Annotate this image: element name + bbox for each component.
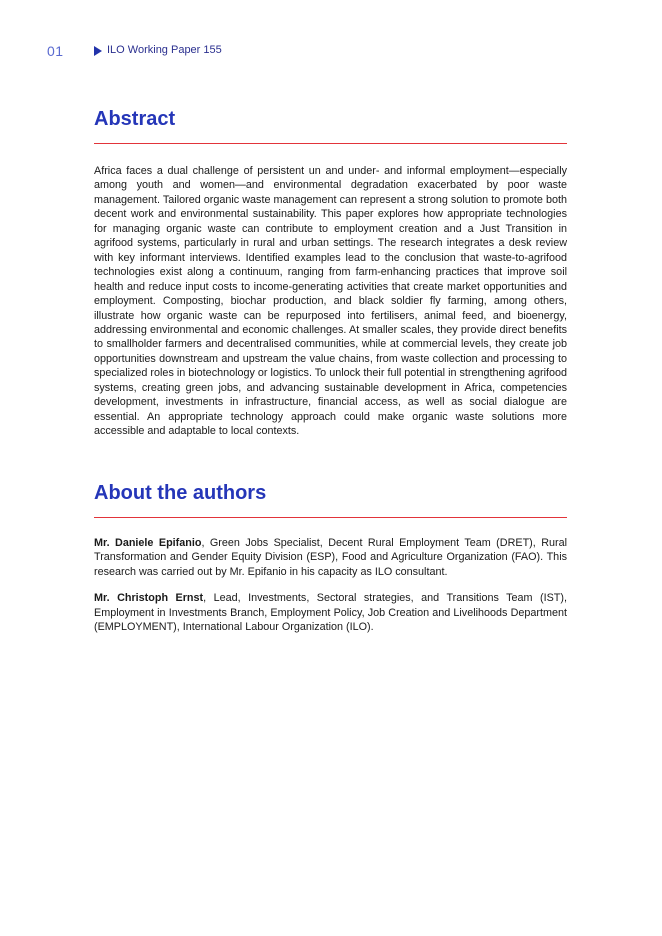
author-entry (94, 536, 567, 579)
section-divider (94, 517, 567, 518)
author-description: , Lead, Investments, Sectoral strategies, and Transitions Team (IST), Employment in Investments Branch, Employment Policy, Job Creation and Livelihoods Department (EMPLOYMENT), International Labour Organization (ILO). (94, 592, 567, 634)
author-name: Mr. Christoph Ernst (94, 592, 204, 605)
abstract-text: Africa faces a dual challenge of persistent un and under- and informal employment—especially among youth and women—and environmental degradation exacerbated by poor waste management. Tailored organic waste management can represent a strong solution to promote both decent work and environmental sustainability. This paper explores how appropriate technologies for managing organic waste can contribute to employment creation and a Just Transition in agrifood systems, particularly in rural and urban settings. The research integrates a desk review with key informant interviews. Identified examples lead to the conclusion that waste-to-agrifood technologies exist along a continuum, ranging from farm-enhancing practices that improve soil health and reduce input costs to income-generating activities that create market opportunities and employment. Composting, biochar production, and black soldier fly farming, among others, illustrate how organic waste can be repurposed into fertilisers, animal feed, and bioenergy, addressing environmental and economic challenges. At smaller scales, they provide direct benefits to smallholder farmers and decentralised communities, while at commercial levels, they create job opportunities downstream and upstream the value chains, from waste collection and processing to specialized roles in biotechnology or logistics. To unlock their full potential in strengthening agrifood systems, creating green jobs, and advancing sustainable development in Africa, competencies development, investments in infrastructure, financial access, as well as social dialogue are essential. An appropriate technology approach could make organic waste solutions more accessible and adaptable to local contexts. (94, 165, 567, 438)
abstract-heading: Abstract (94, 108, 176, 130)
authors-section (94, 481, 567, 635)
author-name: Mr. Daniele Epifanio (94, 537, 202, 549)
running-title: ILO Working Paper 155 (107, 44, 222, 56)
play-triangle-icon (94, 46, 102, 56)
section-divider (94, 143, 567, 144)
abstract-section (94, 107, 567, 439)
author-entry (94, 591, 567, 634)
author-description: , Green Jobs Specialist, Decent Rural Employment Team (DRET), Rural Transformation and Gender Equity Division (ESP), Food and Agriculture Organization (FAO). This research was carried out by Mr. Epifanio in his capacity as ILO consultant. (94, 537, 568, 578)
page-number: 01 (47, 43, 64, 59)
authors-heading: About the authors (94, 482, 267, 504)
